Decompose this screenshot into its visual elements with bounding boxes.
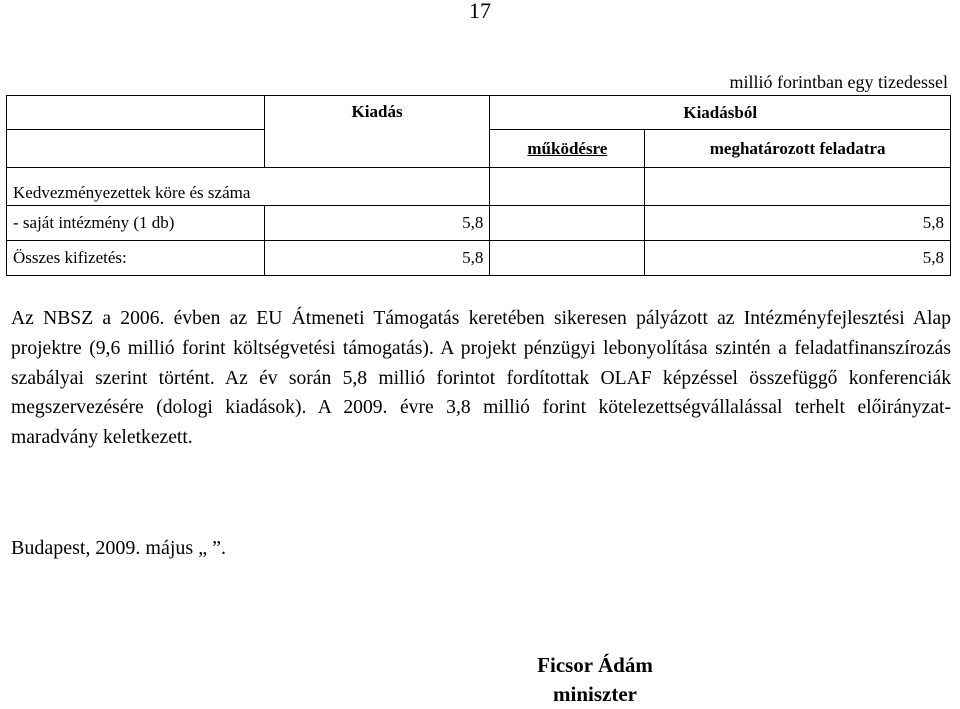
row-designated-value: 5,8 <box>645 206 951 241</box>
row-operating-value <box>490 206 645 241</box>
signatory-name: Ficsor Ádám <box>537 653 653 677</box>
table-row <box>7 241 951 276</box>
unit-note: millió forintban egy tizedessel <box>729 72 948 92</box>
subheader-blank-cell <box>7 130 265 168</box>
header-expense: Kiadás <box>264 96 490 168</box>
beneficiaries-designated-cell <box>645 168 951 206</box>
table-row-header <box>7 168 951 206</box>
signatory-title: miniszter <box>553 682 637 706</box>
page-number: 17 <box>469 0 491 23</box>
table-row <box>7 206 951 241</box>
header-operating: működésre <box>490 130 645 168</box>
row-label: Összes kifizetés: <box>7 241 265 276</box>
row-expense-value: 5,8 <box>264 206 490 241</box>
row-operating-value <box>490 241 645 276</box>
beneficiaries-operating-cell <box>490 168 645 206</box>
header-blank-cell <box>7 96 265 130</box>
row-label: - saját intézmény (1 db) <box>7 206 265 241</box>
body-paragraph: Az NBSZ a 2006. évben az EU Átmeneti Támogatás keretében sikeresen pályázott az Intézményfejlesztési Alap projektre (9,6 millió forint költségvetési támogatás). A projekt pénzügyi lebonyolítása szintén a feladatfinanszírozás szabályai szerint történt. Az év során 5,8 millió forintot fordítottak OLAF képzéssel összefüggő konferenciák megszervezésére (dologi kiadások). A 2009. évre 3,8 millió forint kötelezettségvállalással terhelt előirányzat-maradvány keletkezett. <box>11 308 951 449</box>
row-expense-value: 5,8 <box>264 241 490 276</box>
beneficiaries-label: Kedvezményezettek köre és száma <box>7 168 490 206</box>
header-designated: meghatározott feladatra <box>645 130 951 168</box>
place-and-date: Budapest, 2009. május „ ”. <box>11 537 226 559</box>
row-designated-value: 5,8 <box>645 241 951 276</box>
expense-table <box>6 95 951 276</box>
header-of-which: Kiadásból <box>490 96 951 130</box>
signature-block <box>0 651 960 709</box>
table-header-row <box>7 96 951 130</box>
